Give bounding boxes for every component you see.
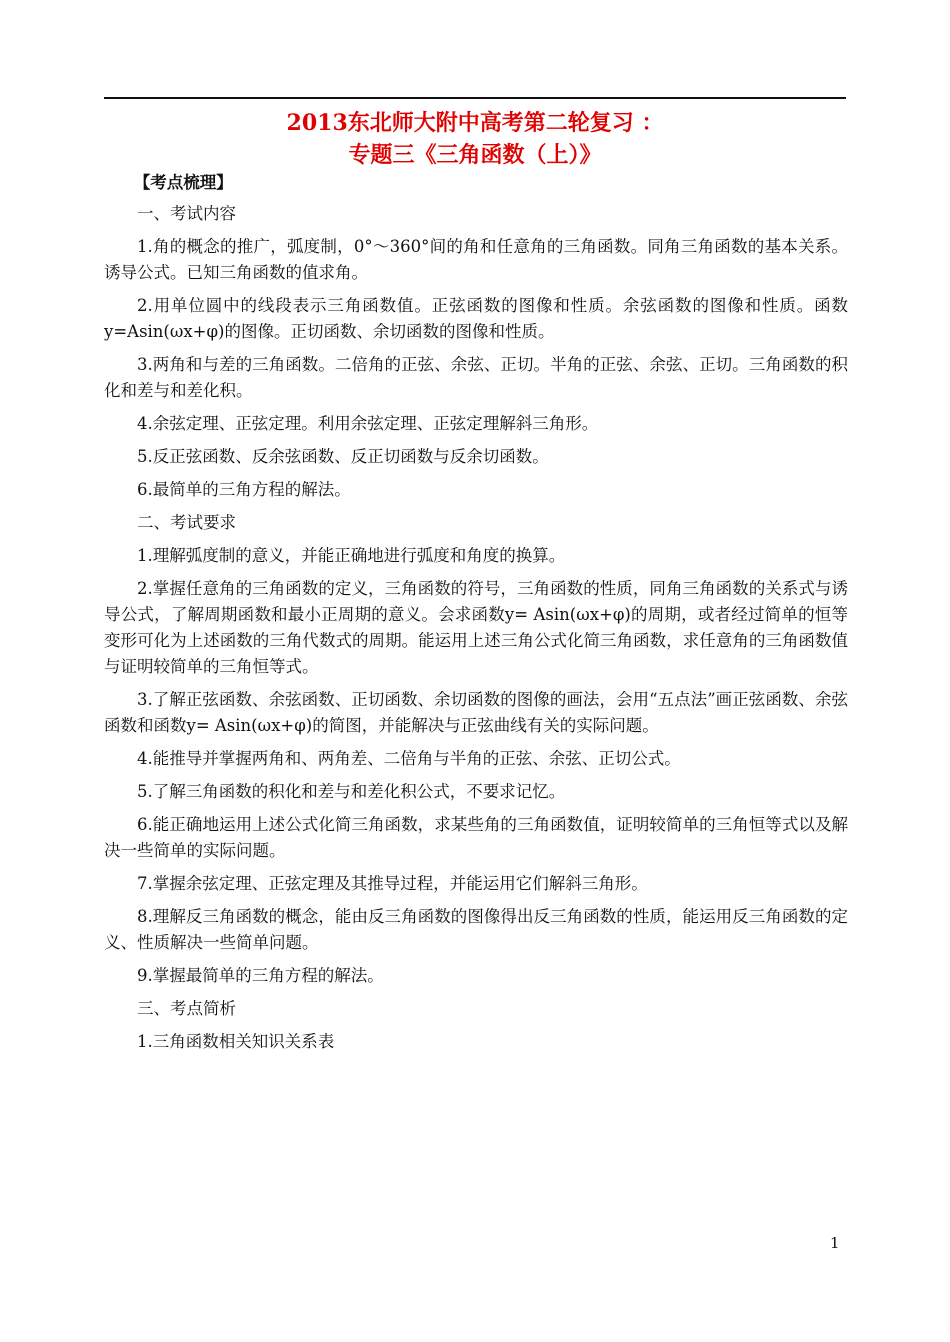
paragraph: 1.三角函数相关知识关系表 xyxy=(137,1032,335,1051)
paragraph: 4.能推导并掌握两角和、两角差、二倍角与半角的正弦、余弦、正切公式。 xyxy=(137,749,681,768)
document-body xyxy=(104,170,848,1062)
paragraph: 1.理解弧度制的意义，并能正确地进行弧度和角度的换算。 xyxy=(137,546,566,565)
paragraph: 二、考试要求 xyxy=(137,513,236,532)
doc-title-line1: 2013东北师大附中高考第二轮复习 ： xyxy=(286,110,664,136)
paragraph: 2.用单位圆中的线段表示三角函数值。正弦函数的图像和性质。余弦函数的图像和性质。函数y=Asin(ωx+φ)的图像。正切函数、余切函数的图像和性质。 xyxy=(104,296,848,341)
page-number: 1 xyxy=(830,1234,840,1252)
header-rule xyxy=(104,97,846,99)
paragraph: 5.了解三角函数的积化和差与和差化积公式，不要求记忆。 xyxy=(137,782,566,801)
paragraph: 8.理解反三角函数的概念，能由反三角函数的图像得出反三角函数的性质，能运用反三角函数的定义、性质解决一些简单问题。 xyxy=(104,907,848,952)
paragraph: 7.掌握余弦定理、正弦定理及其推导过程，并能运用它们解斜三角形。 xyxy=(137,874,648,893)
paragraph: 3.了解正弦函数、余弦函数、正切函数、余切函数的图像的画法，会用“五点法”画正弦函数、余弦函数和函数y= Asin(ωx+φ)的简图，并能解决与正弦曲线有关的实际问题。 xyxy=(104,690,848,735)
paragraph: 9.掌握最简单的三角方程的解法。 xyxy=(137,966,384,985)
section-heading: 【考点梳理】 xyxy=(133,173,233,192)
paragraph: 3.两角和与差的三角函数。二倍角的正弦、余弦、正切。半角的正弦、余弦、正切。三角函数的积化和差与和差化积。 xyxy=(104,355,848,400)
paragraph: 6.能正确地运用上述公式化简三角函数，求某些角的三角函数值，证明较简单的三角恒等式以及解决一些简单的实际问题。 xyxy=(104,815,848,860)
paragraph: 2.掌握任意角的三角函数的定义，三角函数的符号，三角函数的性质，同角三角函数的关系式与诱导公式，了解周期函数和最小正周期的意义。会求函数y= Asin(ωx+φ)的周期，或者经过简单的恒等变形可化为上述函数的三角代数式的周期。能运用上述三角公式化简三角函数，求任意角的三角函数值与证明较简单的三角恒等式。 xyxy=(104,579,848,676)
paragraph: 1.角的概念的推广，弧度制，0°～360°间的角和任意角的三角函数。同角三角函数的基本关系。诱导公式。已知三角函数的值求角。 xyxy=(104,237,848,282)
paragraph: 三、考点简析 xyxy=(137,999,236,1018)
paragraph: 6.最简单的三角方程的解法。 xyxy=(137,480,351,499)
doc-title-line2: 专题三《三角函数（上）》 xyxy=(348,142,602,168)
paragraph: 5.反正弦函数、反余弦函数、反正切函数与反余切函数。 xyxy=(137,447,549,466)
paragraph: 一、考试内容 xyxy=(137,204,236,223)
paragraph: 4.余弦定理、正弦定理。利用余弦定理、正弦定理解斜三角形。 xyxy=(137,414,599,433)
